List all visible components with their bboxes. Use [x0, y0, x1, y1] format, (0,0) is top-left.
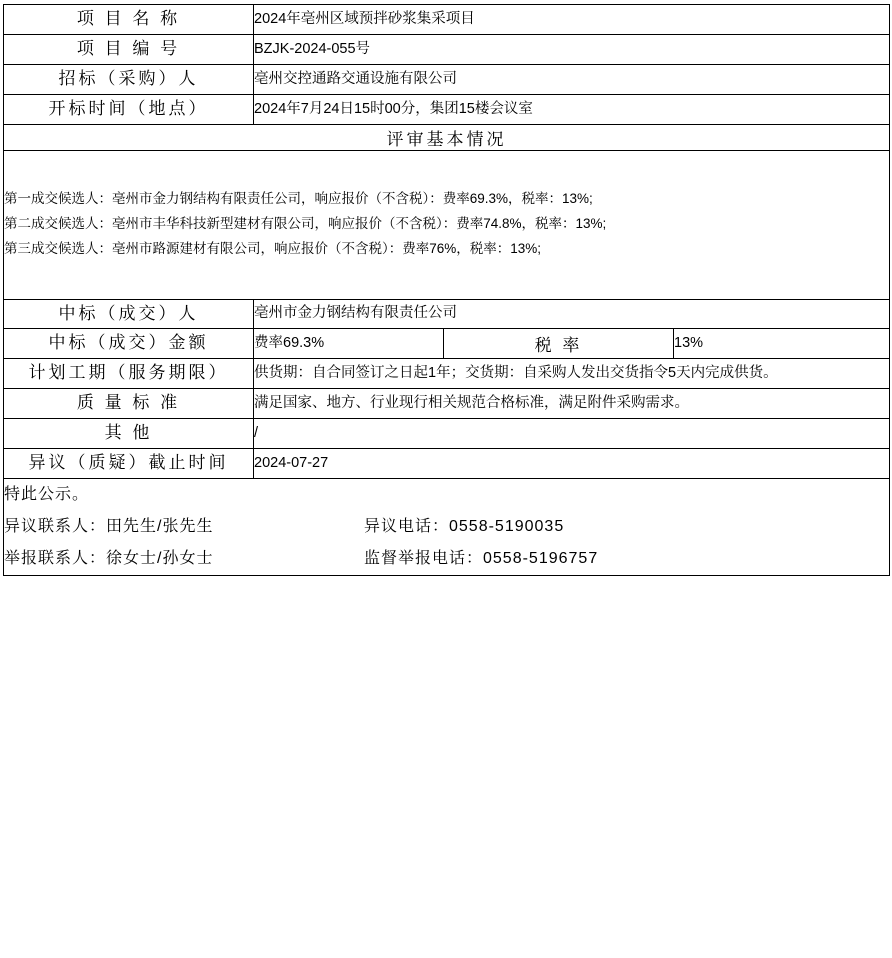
table-row [4, 150, 890, 299]
bid-opening-time-label: 开标时间（地点） [4, 94, 254, 124]
objection-deadline-label: 异议（质疑）截止时间 [4, 449, 254, 479]
project-code-label: 项 目 编 号 [4, 34, 254, 64]
report-phone: 监督举报电话：0558-5196757 [364, 549, 599, 567]
objection-phone: 异议电话：0558-5190035 [364, 517, 565, 535]
table-row [4, 64, 890, 94]
duration-value: 供货期：自合同签订之日起1年；交货期：自采购人发出交货指令5天内完成供货。 [254, 359, 890, 389]
other-value: / [254, 419, 890, 449]
amount-value: 费率69.3% [254, 329, 444, 359]
table-row [4, 5, 890, 35]
duration-label: 计划工期（服务期限） [4, 359, 254, 389]
table-row [4, 359, 890, 389]
table-row [4, 299, 890, 329]
table-row [4, 389, 890, 419]
table-row [4, 478, 890, 575]
purchaser-value: 亳州交控通路交通设施有限公司 [254, 64, 890, 94]
objection-contact-row [4, 511, 889, 543]
objection-contact: 异议联系人：田先生/张先生 [4, 517, 214, 535]
quality-standard-value: 满足国家、地方、行业现行相关规范合格标准，满足附件采购需求。 [254, 389, 890, 419]
table-row [4, 419, 890, 449]
project-name-value: 2024年亳州区域预拌砂浆集采项目 [254, 5, 890, 35]
objection-deadline-value: 2024-07-27 [254, 449, 890, 479]
tax-rate-value: 13% [674, 329, 890, 359]
quality-standard-label: 质 量 标 准 [4, 389, 254, 419]
bid-info-table [3, 4, 890, 576]
report-contact-row [4, 543, 889, 575]
candidate-3-line: 第三成交候选人：亳州市路源建材有限公司，响应报价（不含税）：费率76%，税率：13%; [4, 241, 542, 257]
winner-value: 亳州市金力钢结构有限责任公司 [254, 299, 890, 329]
table-row [4, 94, 890, 124]
tax-rate-label: 税 率 [444, 329, 674, 359]
table-row [4, 329, 890, 359]
table-row [4, 449, 890, 479]
evaluation-details [4, 150, 890, 299]
winner-label: 中标（成交）人 [4, 299, 254, 329]
evaluation-section-title: 评审基本情况 [4, 124, 890, 150]
bid-result-announcement [0, 4, 892, 958]
purchaser-label: 招标（采购）人 [4, 64, 254, 94]
notice-line-1: 特此公示。 [4, 485, 90, 503]
report-contact: 举报联系人：徐女士/孙女士 [4, 549, 214, 567]
other-label: 其 他 [4, 419, 254, 449]
table-row [4, 34, 890, 64]
candidate-2-line: 第二成交候选人：亳州市丰华科技新型建材有限公司，响应报价（不含税）：费率74.8%，税率：13%; [4, 216, 607, 232]
bid-opening-time-value: 2024年7月24日15时00分，集团15楼会议室 [254, 94, 890, 124]
table-row [4, 124, 890, 150]
project-code-value: BZJK-2024-055号 [254, 34, 890, 64]
amount-label: 中标（成交）金额 [4, 329, 254, 359]
project-name-label: 项 目 名 称 [4, 5, 254, 35]
candidate-1-line: 第一成交候选人：亳州市金力钢结构有限责任公司，响应报价（不含税）：费率69.3%，税率：13%; [4, 191, 593, 207]
notice-block [4, 478, 890, 575]
